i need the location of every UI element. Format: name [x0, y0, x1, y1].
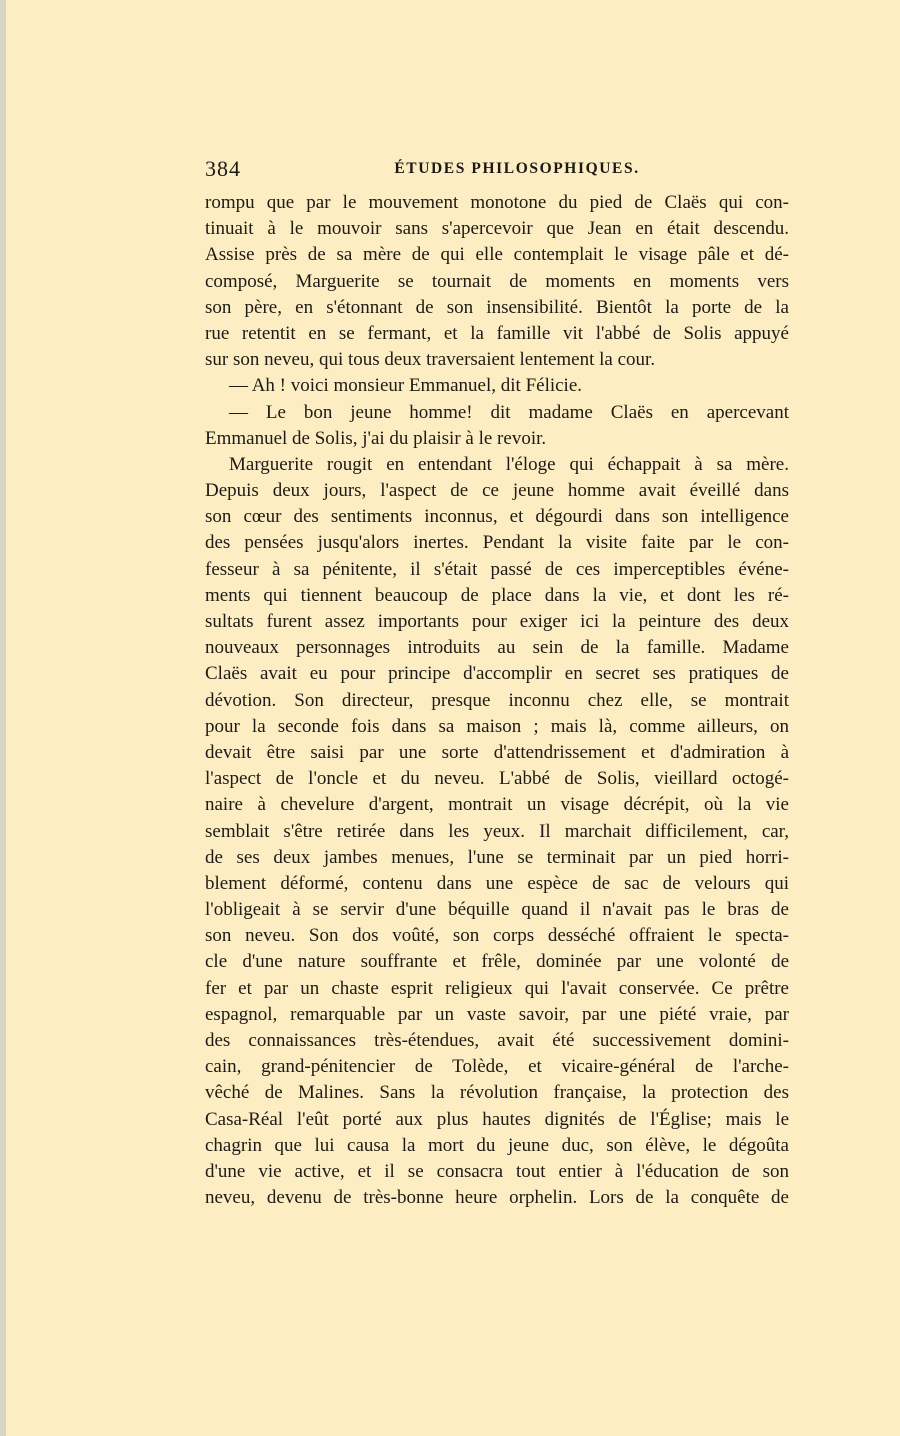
text-line: fesseur à sa pénitente, il s'était passé de ces imperceptibles événe- — [205, 558, 789, 580]
text-line: son père, en s'étonnant de son insensibilité. Bientôt la porte de la — [205, 296, 789, 318]
text-line: neveu, devenu de très-bonne heure orphelin. Lors de la conquête de — [205, 1187, 789, 1209]
text-line: des connaissances très-étendues, avait été successivement domini- — [205, 1030, 789, 1051]
text-line: fer et par un chaste esprit religieux qui l'avait conservée. Ce prêtre — [205, 977, 789, 999]
text-line: espagnol, remarquable par un vaste savoir, par une piété vraie, par — [205, 1003, 789, 1025]
text-line: Claës avait eu pour principe d'accomplir en secret ses pratiques de — [205, 663, 789, 685]
text-line: naire à chevelure d'argent, montrait un visage décrépit, où la vie — [205, 794, 789, 816]
text-line: devait être saisi par une sorte d'attendrissement et d'admiration à — [205, 741, 789, 763]
body-text — [205, 190, 789, 1211]
text-line: Assise près de sa mère de qui elle contemplait le visage pâle et dé- — [205, 244, 789, 266]
text-line: tinuait à le mouvoir sans s'apercevoir que Jean en était descendu. — [205, 218, 789, 240]
text-line: chagrin que lui causa la mort du jeune duc, son élève, le dégoûta — [205, 1134, 789, 1156]
text-line: semblait s'être retirée dans les yeux. Il marchait difficilement, car, — [205, 820, 789, 842]
page-number: 384 — [205, 156, 241, 181]
text-line: Depuis deux jours, l'aspect de ce jeune homme avait éveillé dans — [205, 480, 789, 502]
text-line: des pensées jusqu'alors inertes. Pendant la visite faite par le con- — [205, 532, 789, 554]
page-header — [205, 156, 789, 184]
text-line: d'une vie active, et il se consacra tout entier à l'éducation de son — [205, 1160, 789, 1182]
text-line: rompu que par le mouvement monotone du pied de Claës qui con- — [205, 192, 789, 213]
text-line: son neveu. Son dos voûté, son corps desséché offraient le specta- — [205, 925, 789, 947]
text-line: l'obligeait à se servir d'une béquille quand il n'avait pas le bras de — [205, 899, 789, 921]
text-line: dévotion. Son directeur, presque inconnu chez elle, se montrait — [205, 689, 789, 711]
text-line: cain, grand-pénitencier de Tolède, et vicaire-général de l'arche- — [205, 1056, 789, 1078]
text-line: pour la seconde fois dans sa maison ; mais là, comme ailleurs, on — [205, 715, 789, 737]
text-line: l'aspect de l'oncle et du neveu. L'abbé de Solis, vieillard octogé- — [205, 768, 789, 790]
text-line: rue retentit en se fermant, et la famille vit l'abbé de Solis appuyé — [205, 322, 789, 344]
text-line: — Le bon jeune homme! dit madame Claës en apercevant — [229, 401, 789, 423]
text-line: sultats furent assez importants pour exiger ici la peinture des deux — [205, 611, 789, 632]
text-line: composé, Marguerite se tournait de moments en moments vers — [205, 270, 789, 292]
text-line: nouveaux personnages introduits au sein de la famille. Madame — [205, 637, 789, 659]
text-line: — Ah ! voici monsieur Emmanuel, dit Félicie. — [229, 375, 583, 397]
text-line: vêché de Malines. Sans la révolution française, la protection des — [205, 1082, 789, 1104]
text-line: sur son neveu, qui tous deux traversaient lentement la cour. — [205, 349, 656, 371]
text-line: son cœur des sentiments inconnus, et dégourdi dans son intelligence — [205, 506, 789, 528]
text-line: de ses deux jambes menues, l'une se terminait par un pied horri- — [205, 846, 789, 868]
running-title: ÉTUDES PHILOSOPHIQUES. — [394, 160, 640, 177]
text-line: blement déformé, contenu dans une espèce de sac de velours qui — [205, 872, 789, 894]
text-line: Casa-Réal l'eût porté aux plus hautes dignités de l'Église; mais le — [205, 1108, 789, 1130]
text-line: cle d'une nature souffrante et frêle, dominée par une volonté de — [205, 951, 789, 973]
text-line: Marguerite rougit en entendant l'éloge qui échappait à sa mère. — [229, 453, 789, 475]
text-line: ments qui tiennent beaucoup de place dans la vie, et dont les ré- — [205, 584, 789, 606]
text-line: Emmanuel de Solis, j'ai du plaisir à le revoir. — [205, 427, 547, 449]
